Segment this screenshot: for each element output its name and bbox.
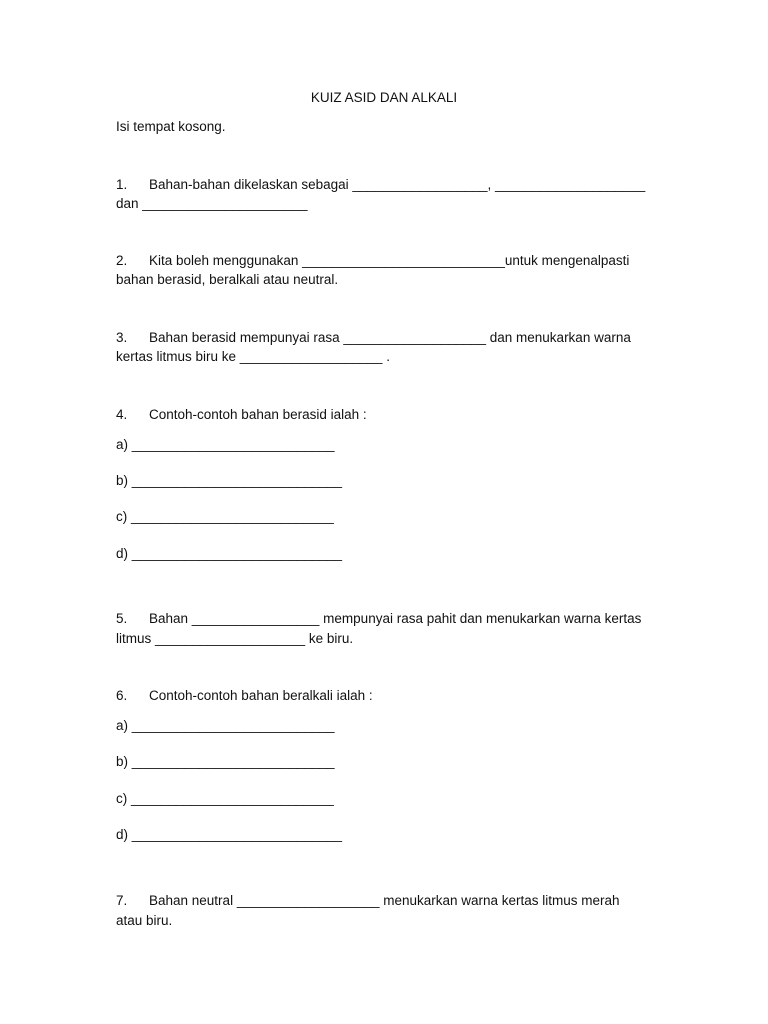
- question-number: 7.: [116, 893, 128, 908]
- question-7: [116, 892, 620, 910]
- question-7-continuation: atau biru.: [116, 913, 173, 928]
- question-text: Bahan neutral ___________________ menukarkan warna kertas litmus merah: [149, 893, 620, 908]
- question-text: Kita boleh menggunakan ___________________________untuk mengenalpasti: [149, 253, 630, 268]
- answer-line-b: b) ___________________________: [116, 754, 335, 769]
- question-1: [116, 176, 645, 194]
- instruction: Isi tempat kosong.: [116, 119, 226, 134]
- question-3: [116, 329, 631, 347]
- question-2-continuation: bahan berasid, beralkali atau neutral.: [116, 272, 339, 287]
- question-6: [116, 687, 373, 705]
- question-text: Contoh-contoh bahan berasid ialah :: [149, 407, 367, 422]
- page-title: KUIZ ASID DAN ALKALI: [310, 90, 458, 105]
- answer-line-b: b) ____________________________: [116, 473, 342, 488]
- answer-line-a: a) ___________________________: [116, 718, 335, 733]
- question-number: 6.: [116, 688, 128, 703]
- answer-line-d: d) ____________________________: [116, 827, 342, 842]
- question-number: 2.: [116, 253, 128, 268]
- question-3-continuation: kertas litmus biru ke ___________________ .: [116, 349, 390, 364]
- answer-line-c: c) ___________________________: [116, 509, 334, 524]
- question-number: 3.: [116, 330, 128, 345]
- question-number: 1.: [116, 177, 128, 192]
- question-5: [116, 610, 641, 628]
- question-4: [116, 406, 367, 424]
- question-text: Contoh-contoh bahan beralkali ialah :: [149, 688, 373, 703]
- answer-line-c: c) ___________________________: [116, 791, 334, 806]
- question-text: Bahan berasid mempunyai rasa ___________________ dan menukarkan warna: [149, 330, 631, 345]
- question-2: [116, 252, 629, 270]
- question-number: 5.: [116, 611, 128, 626]
- question-number: 4.: [116, 407, 128, 422]
- question-5-continuation: litmus ____________________ ke biru.: [116, 631, 354, 646]
- answer-line-d: d) ____________________________: [116, 546, 342, 561]
- answer-line-a: a) ___________________________: [116, 437, 335, 452]
- question-1-continuation: dan ______________________: [116, 196, 308, 211]
- question-text: Bahan _________________ mempunyai rasa pahit dan menukarkan warna kertas: [149, 611, 642, 626]
- question-text: Bahan-bahan dikelaskan sebagai __________________, ____________________: [149, 177, 646, 192]
